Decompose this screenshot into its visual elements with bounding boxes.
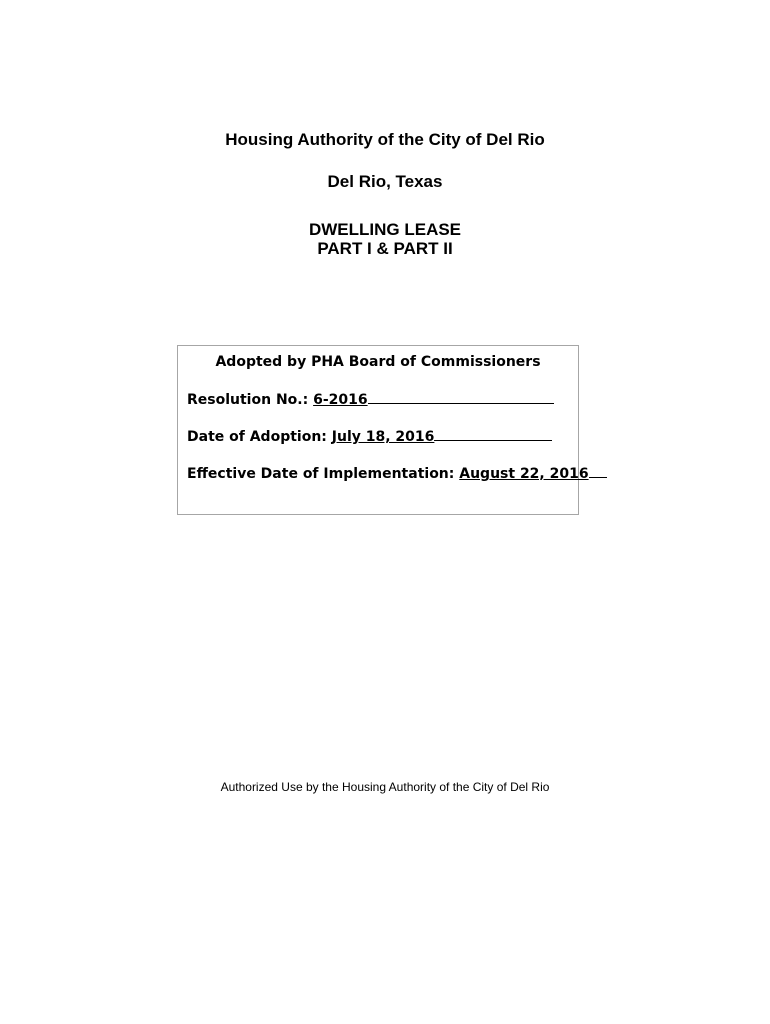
location-title: Del Rio, Texas [327, 172, 443, 191]
resolution-label: Resolution No.: [187, 392, 314, 408]
effective-date-fill-line [589, 463, 607, 478]
adoption-box-heading: Adopted by PHA Board of Commissioners [215, 354, 541, 370]
adoption-date-label: Date of Adoption: [187, 429, 332, 445]
effective-date-value: August 22, 2016 [459, 466, 589, 482]
effective-date-label: Effective Date of Implementation: [187, 466, 460, 482]
adoption-date-value: July 18, 2016 [331, 429, 435, 445]
resolution-row [187, 389, 554, 410]
organization-title: Housing Authority of the City of Del Rio [225, 130, 545, 149]
lease-title-line2: PART I & PART II [317, 239, 453, 258]
resolution-value: 6-2016 [313, 392, 368, 408]
resolution-fill-line [368, 389, 554, 404]
lease-title-line1: DWELLING LEASE [308, 220, 462, 239]
footer-authorization-text: Authorized Use by the Housing Authority of the City of Del Rio [220, 780, 550, 794]
adoption-date-fill-line [434, 426, 552, 441]
adoption-info-box [177, 345, 589, 515]
adoption-date-row [187, 426, 552, 447]
effective-date-row [187, 463, 607, 484]
